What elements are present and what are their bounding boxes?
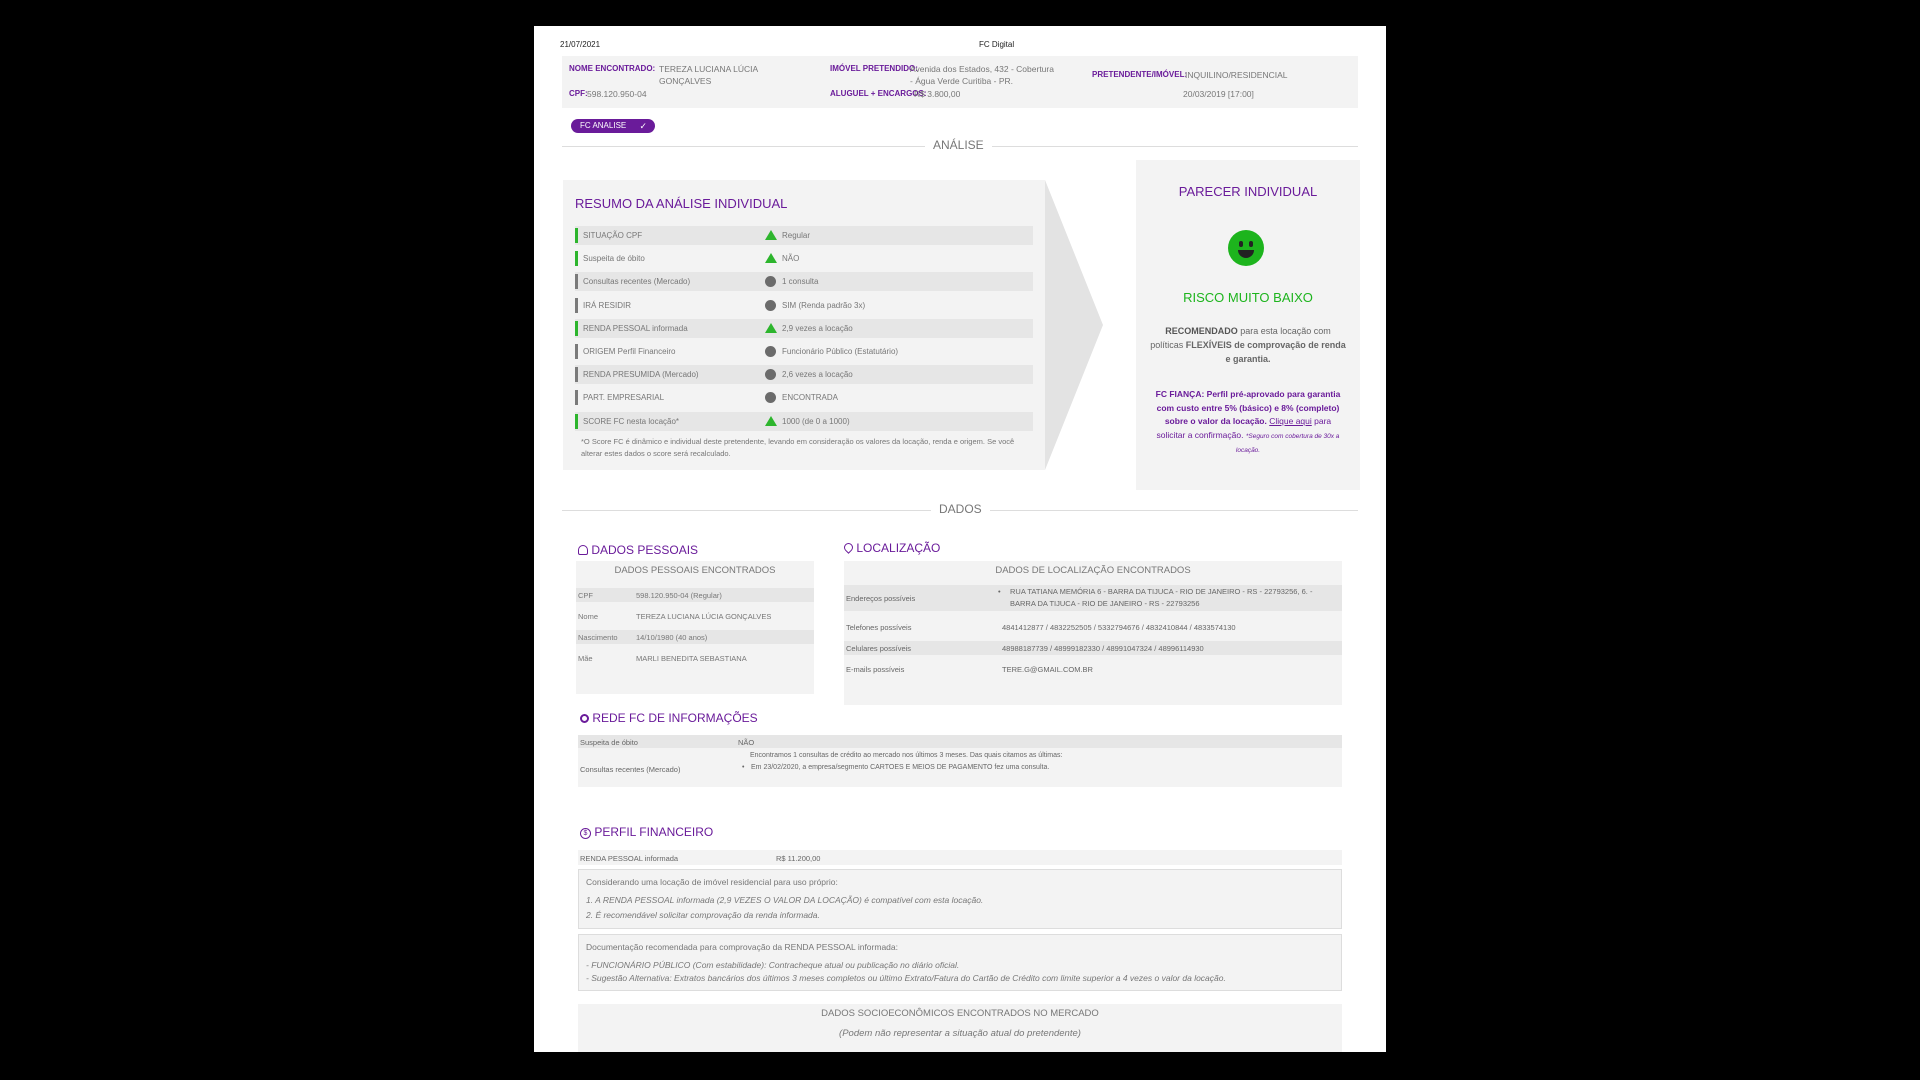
fianca-text: FC FIANÇA: Perfil pré-aprovado para garantia com custo entre 5% (básico) e 8% (completo) sobre o valor da locação. Clique aqui para solicitar a confirmação. *Seguro com cobertura de 30x a locação. (1155, 389, 1341, 454)
pretendente-label: PRETENDENTE/IMÓVEL: (1092, 70, 1188, 79)
imovel-value-2: - Água Verde Curitiba - PR. (910, 76, 1013, 86)
celulares-value: 48988187739 / 48999182330 / 48991047324 / 48996114930 (1002, 644, 1204, 653)
arrow-shape (1045, 180, 1103, 470)
report-page (534, 26, 1386, 1052)
aluguel-label: ALUGUEL + ENCARGOS: (830, 89, 927, 98)
enderecos-label: Endereços possíveis (846, 594, 916, 603)
dados-pessoais-row (576, 588, 814, 602)
summary-row-value: Funcionário Público (Estatutário) (782, 347, 899, 356)
rede-heading: REDE FC DE INFORMAÇÕES (580, 711, 758, 725)
status-bar (575, 390, 578, 405)
status-bar (575, 274, 578, 289)
rede-row-1 (578, 735, 1342, 748)
dados-pessoais-key: Nascimento (578, 633, 618, 642)
parecer-title: PARECER INDIVIDUAL (1178, 184, 1318, 199)
dados-pessoais-value: TEREZA LUCIANA LÚCIA GONÇALVES (636, 612, 772, 621)
pill-label: FC ANALISE (580, 121, 627, 130)
person-icon (578, 545, 588, 555)
circle-icon (765, 300, 776, 311)
emails-value: TERE.G@GMAIL.COM.BR (1002, 665, 1093, 674)
dados-pessoais-value: 598.120.950-04 (Regular) (636, 591, 722, 600)
summary-row-value: SIM (Renda padrão 3x) (782, 300, 866, 310)
triangle-up-icon (765, 230, 777, 240)
summary-row (575, 296, 1033, 315)
summary-row (575, 319, 1033, 338)
summary-row-value: Regular (782, 231, 811, 240)
aluguel-value: R$ 3.800,00 (914, 89, 961, 99)
socio-sub: (Podem não representar a situação atual do pretendente) (839, 1028, 1081, 1039)
considerando-line-2: 2. É recomendável solicitar comprovação da renda informada. (586, 910, 820, 920)
pretendente-value: INQUILINO/RESIDENCIAL (1185, 70, 1288, 80)
summary-row (575, 226, 1033, 245)
emails-label: E-mails possíveis (846, 665, 905, 674)
summary-row (575, 365, 1033, 384)
perfil-heading: $ PERFIL FINANCEIRO (580, 825, 713, 839)
summary-row-value: 1000 (de 0 a 1000) (782, 416, 850, 426)
clique-aqui-link[interactable]: Clique aqui (1269, 416, 1312, 426)
dados-pessoais-row (576, 651, 814, 665)
enderecos-row (844, 585, 1342, 611)
celulares-label: Celulares possíveis (846, 644, 912, 653)
dados-pessoais-key: Nome (578, 612, 599, 621)
dados-pessoais-value: MARLI BENEDITA SEBASTIANA (636, 654, 747, 663)
location-pin-icon (842, 541, 855, 554)
considerando-box (578, 869, 1342, 929)
dados-pessoais-box (576, 561, 814, 694)
recommendation: RECOMENDADO para esta locação com políticas FLEXÍVEIS de comprovação de renda e garantia. (1150, 326, 1346, 364)
status-bar (575, 251, 578, 266)
search-icon (580, 714, 589, 723)
nome-label: NOME ENCONTRADO: (569, 64, 656, 73)
documentacao-title: Documentação recomendada para comprovação da RENDA PESSOAL informada: (586, 942, 898, 952)
documentacao-line-1: - FUNCIONÁRIO PÚBLICO (Com estabilidade): Contracheque atual ou publicação no diário oficial. (586, 960, 960, 970)
considerando-line-1: 1. A RENDA PESSOAL informada (2,9 VEZES O VALOR DA LOCAÇÃO) é compatível com esta locação. (586, 895, 984, 905)
celulares-row (844, 641, 1342, 655)
smiley-icon (1228, 230, 1264, 266)
summary-row-value: ENCONTRADA (782, 393, 839, 403)
summary-row-value: 2,6 vezes a locação (782, 370, 853, 380)
status-bar (575, 344, 578, 359)
rede-r2-value-2: Em 23/02/2020, a empresa/segmento CARTOES E MEIOS DE PAGAMENTO fez uma consulta. (751, 764, 1050, 771)
status-bar (575, 228, 578, 243)
fc-analise-pill[interactable] (571, 119, 655, 133)
status-bar (575, 367, 578, 382)
cpf-label: CPF: (569, 89, 588, 98)
rede-r2-value-1: Encontramos 1 consultas de crédito ao mercado nos últimos 3 meses. Das quais citamos as últimas: (750, 752, 1063, 759)
rede-r2-label: Consultas recentes (Mercado) (580, 765, 681, 774)
enderecos-value-2: BARRA DA TIJUCA - RIO DE JANEIRO - RS - 22793256 (1010, 599, 1200, 608)
renda-row (578, 850, 1342, 865)
dados-pessoais-row (576, 630, 814, 644)
status-bar (575, 414, 578, 429)
summary-row-label: SCORE FC nesta locação* (583, 416, 680, 426)
summary-row-label: Suspeita de óbito (583, 254, 645, 264)
imovel-label: IMÓVEL PRETENDIDO: (830, 64, 918, 73)
summary-panel (563, 180, 1045, 470)
localizacao-sub: DADOS DE LOCALIZAÇÃO ENCONTRADOS (995, 565, 1191, 576)
summary-row (575, 412, 1033, 431)
dados-pessoais-key: CPF (578, 591, 593, 600)
summary-row-label: ORIGEM Perfil Financeiro (583, 347, 676, 356)
summary-row-label: Consultas recentes (Mercado) (583, 277, 691, 287)
rede-r1-value: NÃO (738, 738, 755, 747)
socio-box (578, 1004, 1342, 1052)
summary-row (575, 272, 1033, 291)
summary-row-label: SITUAÇÃO CPF (583, 231, 643, 240)
imovel-value-1: Avenida dos Estados, 432 - Cobertura (910, 64, 1054, 74)
dados-pessoais-heading: DADOS PESSOAIS (578, 543, 698, 557)
localizacao-heading: LOCALIZAÇÃO (844, 541, 940, 555)
documentacao-box (578, 934, 1342, 991)
triangle-up-icon (765, 253, 777, 263)
renda-value: R$ 11.200,00 (776, 854, 821, 863)
rede-r2-bullet: • (742, 764, 745, 771)
status-bar (575, 321, 578, 336)
socio-title: DADOS SOCIOECONÔMICOS ENCONTRADOS NO MERCADO (821, 1008, 1099, 1019)
summary-row-value: 2,9 vezes a locação (782, 323, 853, 333)
summary-row-value: NÃO (782, 254, 800, 264)
circle-icon (765, 369, 776, 380)
summary-row (575, 342, 1033, 361)
nome-value-2: GONÇALVES (659, 76, 712, 86)
summary-row-label: RENDA PRESUMIDA (Mercado) (583, 370, 699, 380)
telefones-label: Telefones possíveis (846, 623, 912, 632)
localizacao-box (844, 561, 1342, 705)
summary-row-label: PART. EMPRESARIAL (583, 393, 665, 403)
summary-row (575, 249, 1033, 268)
enderecos-bullet: • (998, 587, 1001, 596)
dados-heading: DADOS (931, 502, 990, 516)
nome-value-1: TEREZA LUCIANA LÚCIA (659, 64, 759, 74)
status-bar (575, 298, 578, 313)
summary-title: RESUMO DA ANÁLISE INDIVIDUAL (575, 196, 788, 211)
circle-icon (765, 346, 776, 357)
dados-pessoais-row (576, 609, 814, 623)
risk-level: RISCO MUITO BAIXO (1183, 290, 1313, 305)
triangle-up-icon (765, 416, 777, 426)
summary-row-label: RENDA PESSOAL informada (583, 323, 688, 333)
report-date: 21/07/2021 (560, 40, 601, 49)
dados-pessoais-value: 14/10/1980 (40 anos) (636, 633, 708, 642)
rede-box (578, 735, 1342, 787)
circle-icon (765, 392, 776, 403)
rede-r1-label: Suspeita de óbito (580, 738, 638, 747)
dados-pessoais-sub: DADOS PESSOAIS ENCONTRADOS (614, 565, 776, 576)
dados-pessoais-key: Mãe (578, 654, 593, 663)
parecer-panel (1136, 160, 1360, 490)
considerando-title: Considerando uma locação de imóvel residencial para uso próprio: (586, 877, 838, 887)
analysis-datetime: 20/03/2019 [17:00] (1183, 89, 1254, 99)
summary-row-label: IRÁ RESIDIR (583, 300, 632, 310)
summary-row-value: 1 consulta (782, 277, 819, 287)
triangle-up-icon (765, 323, 777, 333)
check-icon: ✓ (639, 121, 647, 131)
report-title: FC Digital (979, 40, 1015, 49)
analise-heading: ANÁLISE (925, 138, 992, 152)
circle-icon (765, 276, 776, 287)
score-note: *O Score FC é dinâmico e individual deste pretendente, levando em consideração os valores da locação, renda e origem. Se você alterar estes dados o score será recalculado. (581, 437, 1015, 458)
documentacao-line-2: - Sugestão Alternativa: Extratos bancários dos últimos 3 meses completos ou último Extrato/Fatura do Cartão de Crédito com limite superior a 4 vezes o valor da locação. (586, 973, 1226, 983)
telefones-value: 4841412877 / 4832252505 / 5332794676 / 4832410844 / 4833574130 (1002, 623, 1236, 632)
dollar-icon: $ (580, 828, 591, 839)
header-panel (562, 56, 1358, 108)
renda-label: RENDA PESSOAL informada (580, 854, 679, 863)
enderecos-value-1: RUA TATIANA MEMÓRIA 6 - BARRA DA TIJUCA - RIO DE JANEIRO - RS - 22793256, 6. - (1010, 587, 1313, 596)
summary-row (575, 388, 1033, 407)
cpf-value: 598.120.950-04 (587, 89, 647, 99)
